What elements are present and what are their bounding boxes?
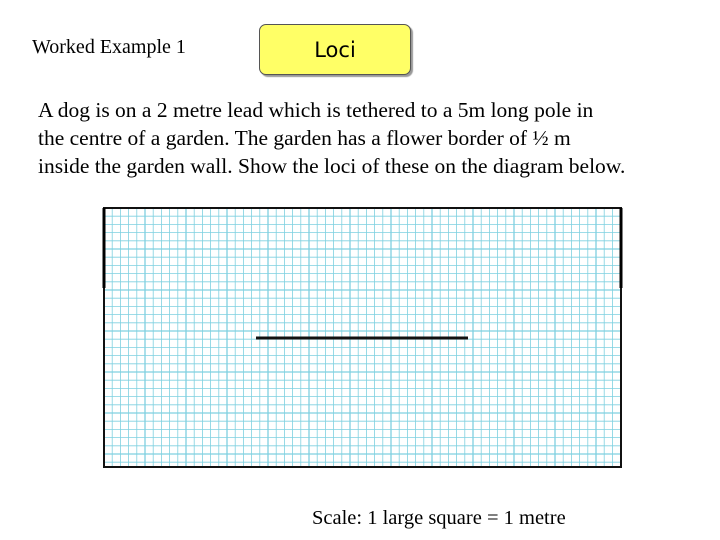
scale-label: Scale: 1 large square = 1 metre	[312, 507, 566, 529]
problem-line: the centre of a garden. The garden has a flower border of ½ m	[38, 126, 571, 150]
example-label: Worked Example 1	[32, 36, 186, 58]
slide-title: Loci	[314, 37, 356, 62]
problem-line: A dog is on a 2 metre lead which is tethered to a 5m long pole in	[38, 98, 594, 122]
problem-line: inside the garden wall. Show the loci of these on the diagram below.	[38, 154, 626, 178]
